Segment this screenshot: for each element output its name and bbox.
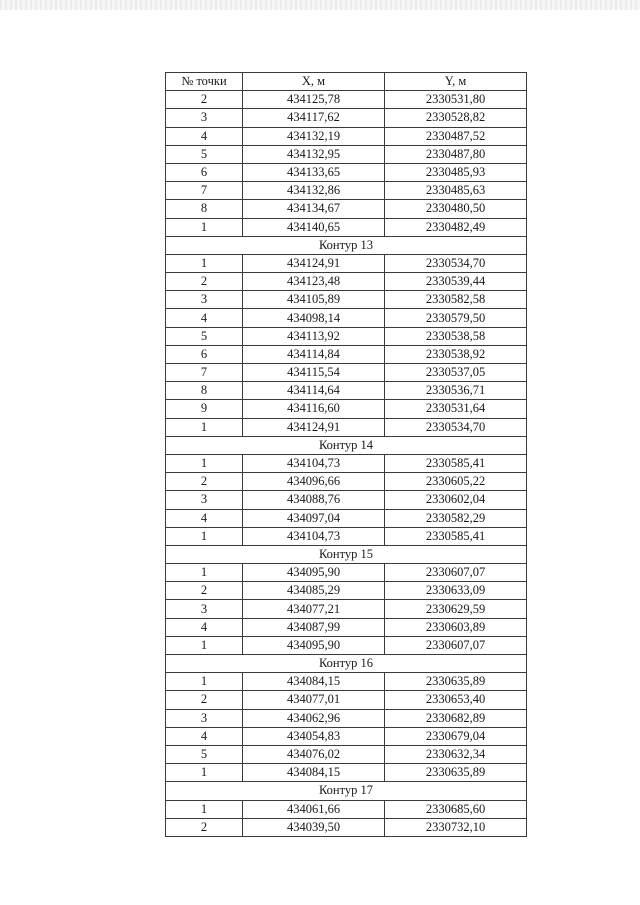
point-number-cell: 6 [166, 345, 243, 363]
point-number-cell: 7 [166, 182, 243, 200]
table-row [166, 709, 527, 727]
point-number-cell: 1 [166, 564, 243, 582]
y-coordinate-cell: 2330538,92 [385, 345, 527, 363]
table-row [166, 764, 527, 782]
point-number-cell: 5 [166, 327, 243, 345]
table-row [166, 163, 527, 181]
scan-top-edge [0, 0, 640, 10]
contour-label: Контур 14 [166, 436, 527, 454]
x-coordinate-cell: 434123,48 [243, 273, 385, 291]
table-row [166, 727, 527, 745]
point-number-cell: 1 [166, 673, 243, 691]
table-header [166, 73, 527, 91]
table-row [166, 273, 527, 291]
y-coordinate-cell: 2330682,89 [385, 709, 527, 727]
table-row [166, 800, 527, 818]
y-coordinate-cell: 2330539,44 [385, 273, 527, 291]
y-coordinate-cell: 2330531,64 [385, 400, 527, 418]
point-number-cell: 6 [166, 163, 243, 181]
header-point-number: № точки [166, 73, 243, 91]
x-coordinate-cell: 434140,65 [243, 218, 385, 236]
y-coordinate-cell: 2330480,50 [385, 200, 527, 218]
table-row [166, 91, 527, 109]
table-row [166, 745, 527, 763]
x-coordinate-cell: 434039,50 [243, 818, 385, 836]
y-coordinate-cell: 2330487,52 [385, 127, 527, 145]
x-coordinate-cell: 434125,78 [243, 91, 385, 109]
table-row [166, 636, 527, 654]
x-coordinate-cell: 434061,66 [243, 800, 385, 818]
contour-label: Контур 16 [166, 655, 527, 673]
point-number-cell: 4 [166, 509, 243, 527]
table-row [166, 309, 527, 327]
table-row [166, 200, 527, 218]
x-coordinate-cell: 434077,21 [243, 600, 385, 618]
x-coordinate-cell: 434054,83 [243, 727, 385, 745]
point-number-cell: 1 [166, 254, 243, 272]
table-row [166, 327, 527, 345]
y-coordinate-cell: 2330653,40 [385, 691, 527, 709]
point-number-cell: 8 [166, 382, 243, 400]
table-row [166, 109, 527, 127]
point-number-cell: 1 [166, 218, 243, 236]
contour-row [166, 545, 527, 563]
point-number-cell: 5 [166, 745, 243, 763]
y-coordinate-cell: 2330582,29 [385, 509, 527, 527]
y-coordinate-cell: 2330685,60 [385, 800, 527, 818]
point-number-cell: 5 [166, 145, 243, 163]
table-row [166, 400, 527, 418]
x-coordinate-cell: 434114,84 [243, 345, 385, 363]
header-y-coordinate: Y, м [385, 73, 527, 91]
x-coordinate-cell: 434113,92 [243, 327, 385, 345]
x-coordinate-cell: 434117,62 [243, 109, 385, 127]
x-coordinate-cell: 434095,90 [243, 636, 385, 654]
table-row [166, 491, 527, 509]
y-coordinate-cell: 2330585,41 [385, 454, 527, 472]
x-coordinate-cell: 434084,15 [243, 764, 385, 782]
table-row [166, 673, 527, 691]
contour-label: Контур 15 [166, 545, 527, 563]
x-coordinate-cell: 434077,01 [243, 691, 385, 709]
point-number-cell: 2 [166, 273, 243, 291]
y-coordinate-cell: 2330635,89 [385, 764, 527, 782]
x-coordinate-cell: 434124,91 [243, 254, 385, 272]
point-number-cell: 2 [166, 691, 243, 709]
table-row [166, 454, 527, 472]
table-row [166, 418, 527, 436]
y-coordinate-cell: 2330603,89 [385, 618, 527, 636]
x-coordinate-cell: 434132,95 [243, 145, 385, 163]
table-row [166, 382, 527, 400]
point-number-cell: 1 [166, 418, 243, 436]
point-number-cell: 3 [166, 709, 243, 727]
y-coordinate-cell: 2330487,80 [385, 145, 527, 163]
point-number-cell: 2 [166, 818, 243, 836]
table-row [166, 182, 527, 200]
x-coordinate-cell: 434114,64 [243, 382, 385, 400]
x-coordinate-cell: 434084,15 [243, 673, 385, 691]
point-number-cell: 4 [166, 618, 243, 636]
contour-label: Контур 13 [166, 236, 527, 254]
y-coordinate-cell: 2330537,05 [385, 364, 527, 382]
point-number-cell: 8 [166, 200, 243, 218]
point-number-cell: 1 [166, 454, 243, 472]
point-number-cell: 1 [166, 764, 243, 782]
y-coordinate-cell: 2330732,10 [385, 818, 527, 836]
point-number-cell: 7 [166, 364, 243, 382]
table-row [166, 818, 527, 836]
header-row [166, 73, 527, 91]
point-number-cell: 1 [166, 800, 243, 818]
header-x-coordinate: X, м [243, 73, 385, 91]
contour-row [166, 782, 527, 800]
x-coordinate-cell: 434132,19 [243, 127, 385, 145]
x-coordinate-cell: 434105,89 [243, 291, 385, 309]
x-coordinate-cell: 434104,73 [243, 454, 385, 472]
x-coordinate-cell: 434133,65 [243, 163, 385, 181]
point-number-cell: 9 [166, 400, 243, 418]
contour-label: Контур 17 [166, 782, 527, 800]
y-coordinate-cell: 2330633,09 [385, 582, 527, 600]
x-coordinate-cell: 434085,29 [243, 582, 385, 600]
y-coordinate-cell: 2330531,80 [385, 91, 527, 109]
x-coordinate-cell: 434097,04 [243, 509, 385, 527]
y-coordinate-cell: 2330602,04 [385, 491, 527, 509]
x-coordinate-cell: 434098,14 [243, 309, 385, 327]
y-coordinate-cell: 2330632,34 [385, 745, 527, 763]
table-row [166, 618, 527, 636]
x-coordinate-cell: 434076,02 [243, 745, 385, 763]
x-coordinate-cell: 434096,66 [243, 473, 385, 491]
y-coordinate-cell: 2330538,58 [385, 327, 527, 345]
table-row [166, 564, 527, 582]
x-coordinate-cell: 434088,76 [243, 491, 385, 509]
table-row [166, 691, 527, 709]
x-coordinate-cell: 434116,60 [243, 400, 385, 418]
point-number-cell: 3 [166, 291, 243, 309]
x-coordinate-cell: 434062,96 [243, 709, 385, 727]
y-coordinate-cell: 2330485,63 [385, 182, 527, 200]
table-row [166, 254, 527, 272]
x-coordinate-cell: 434104,73 [243, 527, 385, 545]
point-number-cell: 4 [166, 309, 243, 327]
point-number-cell: 1 [166, 527, 243, 545]
table-row [166, 473, 527, 491]
x-coordinate-cell: 434087,99 [243, 618, 385, 636]
x-coordinate-cell: 434124,91 [243, 418, 385, 436]
table-row [166, 145, 527, 163]
y-coordinate-cell: 2330582,58 [385, 291, 527, 309]
point-number-cell: 4 [166, 727, 243, 745]
y-coordinate-cell: 2330534,70 [385, 254, 527, 272]
point-number-cell: 4 [166, 127, 243, 145]
x-coordinate-cell: 434115,54 [243, 364, 385, 382]
contour-row [166, 655, 527, 673]
table-row [166, 345, 527, 363]
table-row [166, 127, 527, 145]
y-coordinate-cell: 2330536,71 [385, 382, 527, 400]
x-coordinate-cell: 434134,67 [243, 200, 385, 218]
y-coordinate-cell: 2330679,04 [385, 727, 527, 745]
y-coordinate-cell: 2330629,59 [385, 600, 527, 618]
x-coordinate-cell: 434095,90 [243, 564, 385, 582]
table-row [166, 218, 527, 236]
y-coordinate-cell: 2330635,89 [385, 673, 527, 691]
y-coordinate-cell: 2330585,41 [385, 527, 527, 545]
point-number-cell: 2 [166, 582, 243, 600]
table-row [166, 527, 527, 545]
point-number-cell: 3 [166, 109, 243, 127]
y-coordinate-cell: 2330579,50 [385, 309, 527, 327]
table-row [166, 509, 527, 527]
table-row [166, 364, 527, 382]
y-coordinate-cell: 2330528,82 [385, 109, 527, 127]
y-coordinate-cell: 2330534,70 [385, 418, 527, 436]
y-coordinate-cell: 2330482,49 [385, 218, 527, 236]
point-number-cell: 3 [166, 600, 243, 618]
point-number-cell: 2 [166, 473, 243, 491]
y-coordinate-cell: 2330607,07 [385, 564, 527, 582]
y-coordinate-cell: 2330605,22 [385, 473, 527, 491]
contour-row [166, 436, 527, 454]
y-coordinate-cell: 2330607,07 [385, 636, 527, 654]
x-coordinate-cell: 434132,86 [243, 182, 385, 200]
table-row [166, 600, 527, 618]
table-row [166, 582, 527, 600]
point-number-cell: 1 [166, 636, 243, 654]
point-number-cell: 2 [166, 91, 243, 109]
contour-row [166, 236, 527, 254]
table-body [166, 91, 527, 837]
y-coordinate-cell: 2330485,93 [385, 163, 527, 181]
coordinates-table [165, 72, 527, 837]
point-number-cell: 3 [166, 491, 243, 509]
table-row [166, 291, 527, 309]
